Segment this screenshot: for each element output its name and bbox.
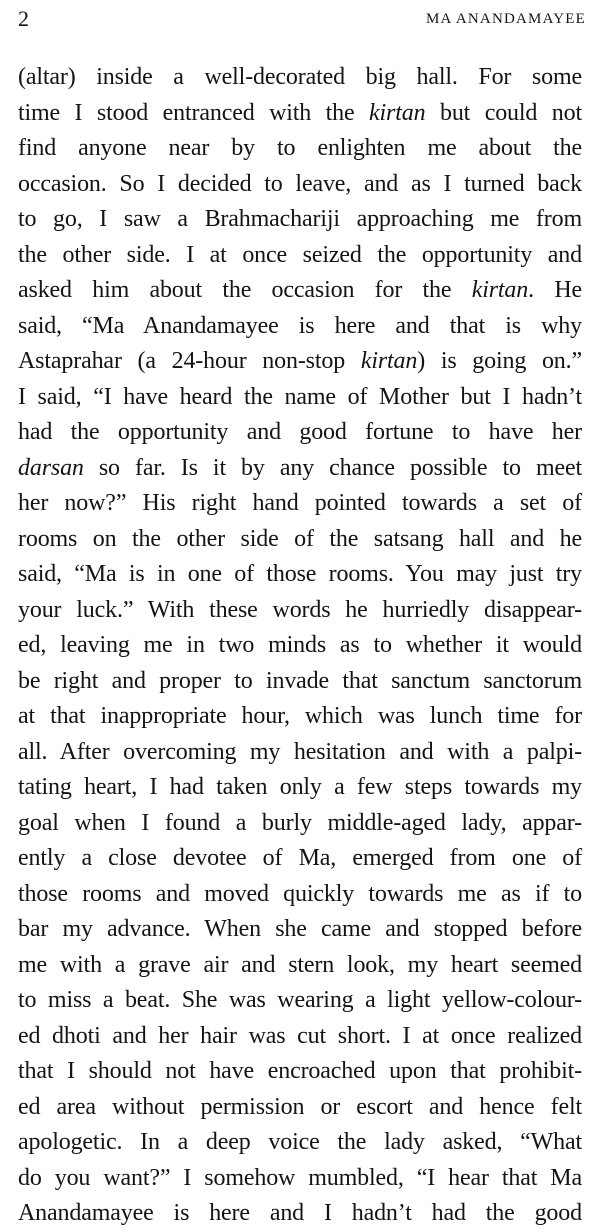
- text-line: all. After overcoming my hesitation and with a palpi-: [18, 738, 582, 765]
- text-line: ed dhoti and her hair was cut short. I at once realized: [18, 1022, 582, 1049]
- text-line: had the opportunity and good fortune to have her: [18, 419, 582, 445]
- text-line: time I stood entranced with the kirtan but could not: [18, 99, 582, 126]
- text-line: to go, I saw a Brahmachariji approaching me from: [18, 206, 582, 232]
- text-line: be right and proper to invade that sanctum sanctorum: [18, 667, 582, 694]
- text-line: ed area without permission or escort and hence felt: [18, 1093, 582, 1120]
- text-line: her now?” His right hand pointed towards a set of: [18, 490, 582, 516]
- text-line: goal when I found a burly middle-aged lady, appar-: [18, 809, 582, 836]
- text-line: ed, leaving me in two minds as to whether it would: [18, 632, 582, 658]
- text-line: I said, “I have heard the name of Mother but I hadn’t: [18, 383, 582, 410]
- running-head: MA ANANDAMAYEE: [425, 11, 586, 27]
- text-line: tating heart, I had taken only a few steps towards my: [18, 774, 582, 800]
- text-line: Astaprahar (a 24-hour non-stop kirtan) is going on.”: [18, 348, 583, 374]
- text-line: said, “Ma is in one of those rooms. You may just try: [18, 561, 582, 587]
- text-line: (altar) inside a well-decorated big hall. For some: [18, 64, 582, 90]
- page-header: [18, 6, 586, 32]
- text-line: apologetic. In a deep voice the lady asked, “What: [18, 1129, 582, 1155]
- text-line: ently a close devotee of Ma, emerged from one of: [18, 845, 582, 871]
- text-line: the other side. I at once seized the opportunity and: [18, 241, 582, 268]
- text-line: said, “Ma Anandamayee is here and that is why: [18, 312, 582, 339]
- text-line: at that inappropriate hour, which was lunch time for: [18, 703, 582, 729]
- body-text: [18, 60, 582, 1232]
- text-line: rooms on the other side of the satsang hall and he: [18, 525, 582, 552]
- text-line: asked him about the occasion for the kirtan. He: [18, 277, 583, 303]
- text-line: Anandamayee is here and I hadn’t had the good: [18, 1200, 582, 1226]
- text-line: to miss a beat. She was wearing a light yellow-colour-: [18, 987, 582, 1013]
- text-line: find anyone near by to enlighten me about the: [18, 135, 582, 161]
- text-line: that I should not have encroached upon that prohibit-: [18, 1058, 582, 1084]
- page-number: 2: [18, 6, 29, 31]
- text-line: darsan so far. Is it by any chance possible to meet: [18, 454, 582, 481]
- text-line: your luck.” With these words he hurriedly disappear-: [18, 596, 582, 623]
- text-line: occasion. So I decided to leave, and as I turned back: [18, 170, 582, 197]
- text-line: do you want?” I somehow mumbled, “I hear that Ma: [18, 1164, 582, 1191]
- text-line: me with a grave air and stern look, my heart seemed: [18, 951, 582, 978]
- text-line: those rooms and moved quickly towards me as if to: [18, 880, 582, 907]
- text-line: bar my advance. When she came and stopped before: [18, 916, 582, 942]
